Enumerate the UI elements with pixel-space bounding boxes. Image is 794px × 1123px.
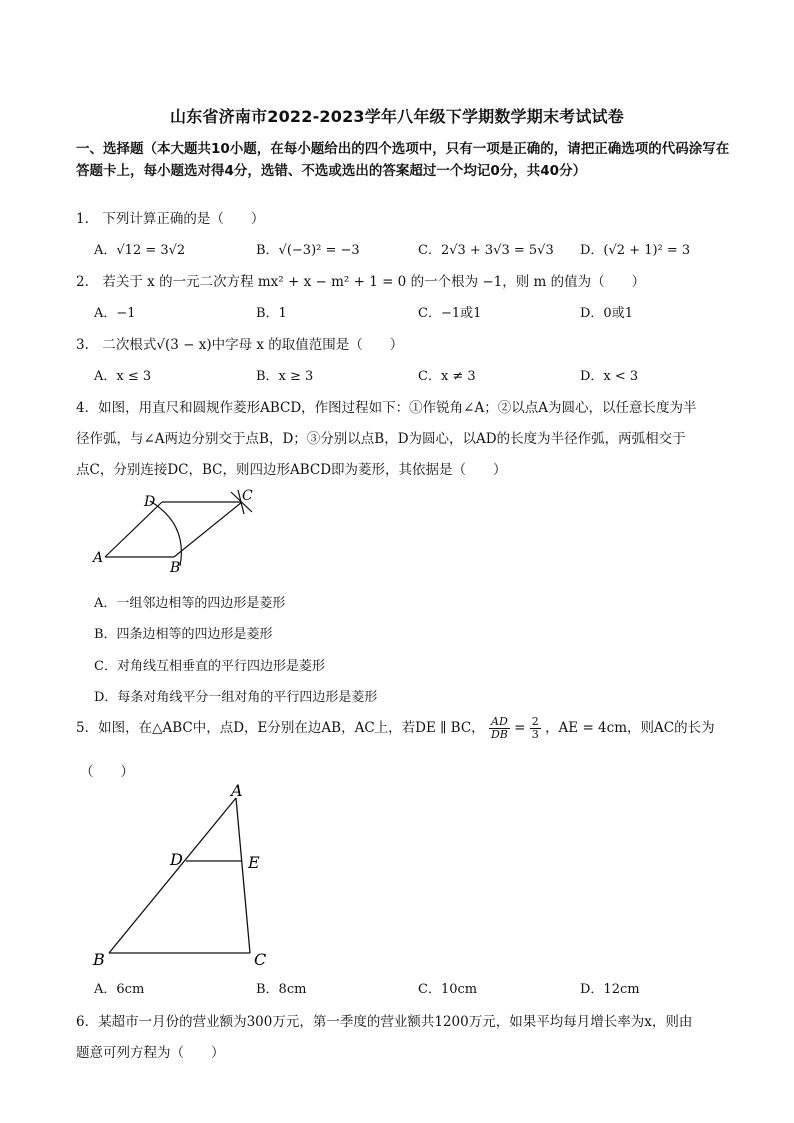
q4-option-a: A．一组邻边相等的四边形是菱形: [94, 596, 286, 611]
q2-option-b: B．1: [256, 306, 287, 321]
side-ad: [105, 502, 162, 557]
side-bc: [174, 502, 242, 557]
q5-option-a: A．6cm: [94, 982, 145, 997]
label-c: C: [254, 950, 267, 969]
q4-line2: 径作弧，与∠A两边分别交于点B，D；③分别以点B，D为圆心，以AD的长度为半径作弧，两弧相交于: [76, 431, 686, 447]
q4-line3: 点C，分别连接DC，BC，则四边形ABCD即为菱形，其依据是（ ）: [76, 462, 507, 478]
q5-line1-post: ，AE = 4cm，则AC的长为: [545, 720, 715, 736]
q1-option-c: C．2√3 + 3√3 = 5√3: [418, 243, 554, 258]
rhombus-figure: [88, 486, 278, 578]
q1-option-b: B．√(−3)² = −3: [256, 243, 360, 258]
q5-fraction-ratio: [530, 716, 541, 741]
q5-frac-den: DB: [490, 728, 508, 741]
label-b: B: [170, 560, 181, 576]
q5-equals: =: [514, 720, 526, 736]
q2-option-a: A．−1: [94, 306, 136, 321]
label-a: A: [231, 782, 243, 800]
q3-option-c: C．x ≠ 3: [418, 369, 476, 384]
label-a: A: [93, 550, 104, 566]
q3-option-d: D．x < 3: [580, 369, 639, 384]
q3-option-a: A．x ≤ 3: [94, 369, 152, 384]
q3-option-b: B．x ≥ 3: [256, 369, 314, 384]
q1-stem: 1. 下列计算正确的是（ ）: [76, 211, 265, 227]
q5-frac-num: AD: [489, 716, 510, 729]
q1-option-d: D．(√2 + 1)² = 3: [580, 243, 691, 258]
label-b: B: [93, 950, 105, 969]
q4-line1: 4．如图，用直尺和圆规作菱形ABCD，作图过程如下：①作锐角∠A；②以点A为圆心，以任意长度为半: [76, 400, 697, 416]
q6-line1: 6．某超市一月份的营业额为300万元，第一季度的营业额共1200万元，如果平均每月增长率为x，则由: [76, 1014, 693, 1030]
q2-option-c: C．−1或1: [418, 306, 482, 321]
q2-stem: 2. 若关于 x 的一元二次方程 mx² + x − m² + 1 = 0 的一个根为 −1，则 m 的值为（ ）: [76, 274, 646, 290]
label-e: E: [248, 853, 260, 872]
q5-line2: （ ）: [80, 764, 134, 780]
q5-frac2-den: 3: [531, 728, 539, 741]
label-d: D: [144, 494, 156, 510]
label-d: D: [170, 850, 183, 869]
q5-fraction-ad-db: [489, 716, 510, 741]
q5-option-b: B．8cm: [256, 982, 307, 997]
q4-option-d: D．每条对角线平分一组对角的平行四边形是菱形: [94, 690, 378, 705]
side-ab: [109, 798, 236, 953]
q2-option-d: D．0或1: [580, 306, 633, 321]
q5-option-d: D．12cm: [580, 982, 640, 997]
page-title: 山东省济南市2022-2023学年八年级下学期数学期末考试试卷: [170, 107, 624, 126]
q5-frac2-num: 2: [531, 715, 539, 728]
q1-option-a: A．√12 = 3√2: [94, 243, 186, 258]
side-ac: [236, 798, 250, 953]
q4-option-b: B．四条边相等的四边形是菱形: [94, 627, 273, 642]
q4-option-c: C．对角线互相垂直的平行四边形是菱形: [94, 659, 325, 674]
q5-option-c: C．10cm: [418, 982, 478, 997]
q5-line1: [76, 716, 715, 741]
q5-line1-pre: 5．如图，在△ABC中，点D，E分别在边AB，AC上，若DE ∥ BC，: [76, 720, 485, 736]
q6-line2: 题意可列方程为（ ）: [76, 1045, 225, 1061]
label-c: C: [242, 488, 253, 504]
section-heading: 一、选择题（本大题共10小题，在每小题给出的四个选项中，只有一项是正确的，请把正确选项的代码涂写在答题卡上，每小题选对得4分，选错、不选或选出的答案超过一个均记0分，共40分）: [76, 141, 730, 179]
construction-arc: [150, 501, 181, 566]
triangle-figure: [88, 782, 278, 972]
q3-stem: 3. 二次根式√(3 − x)中字母 x 的取值范围是（ ）: [76, 337, 404, 353]
